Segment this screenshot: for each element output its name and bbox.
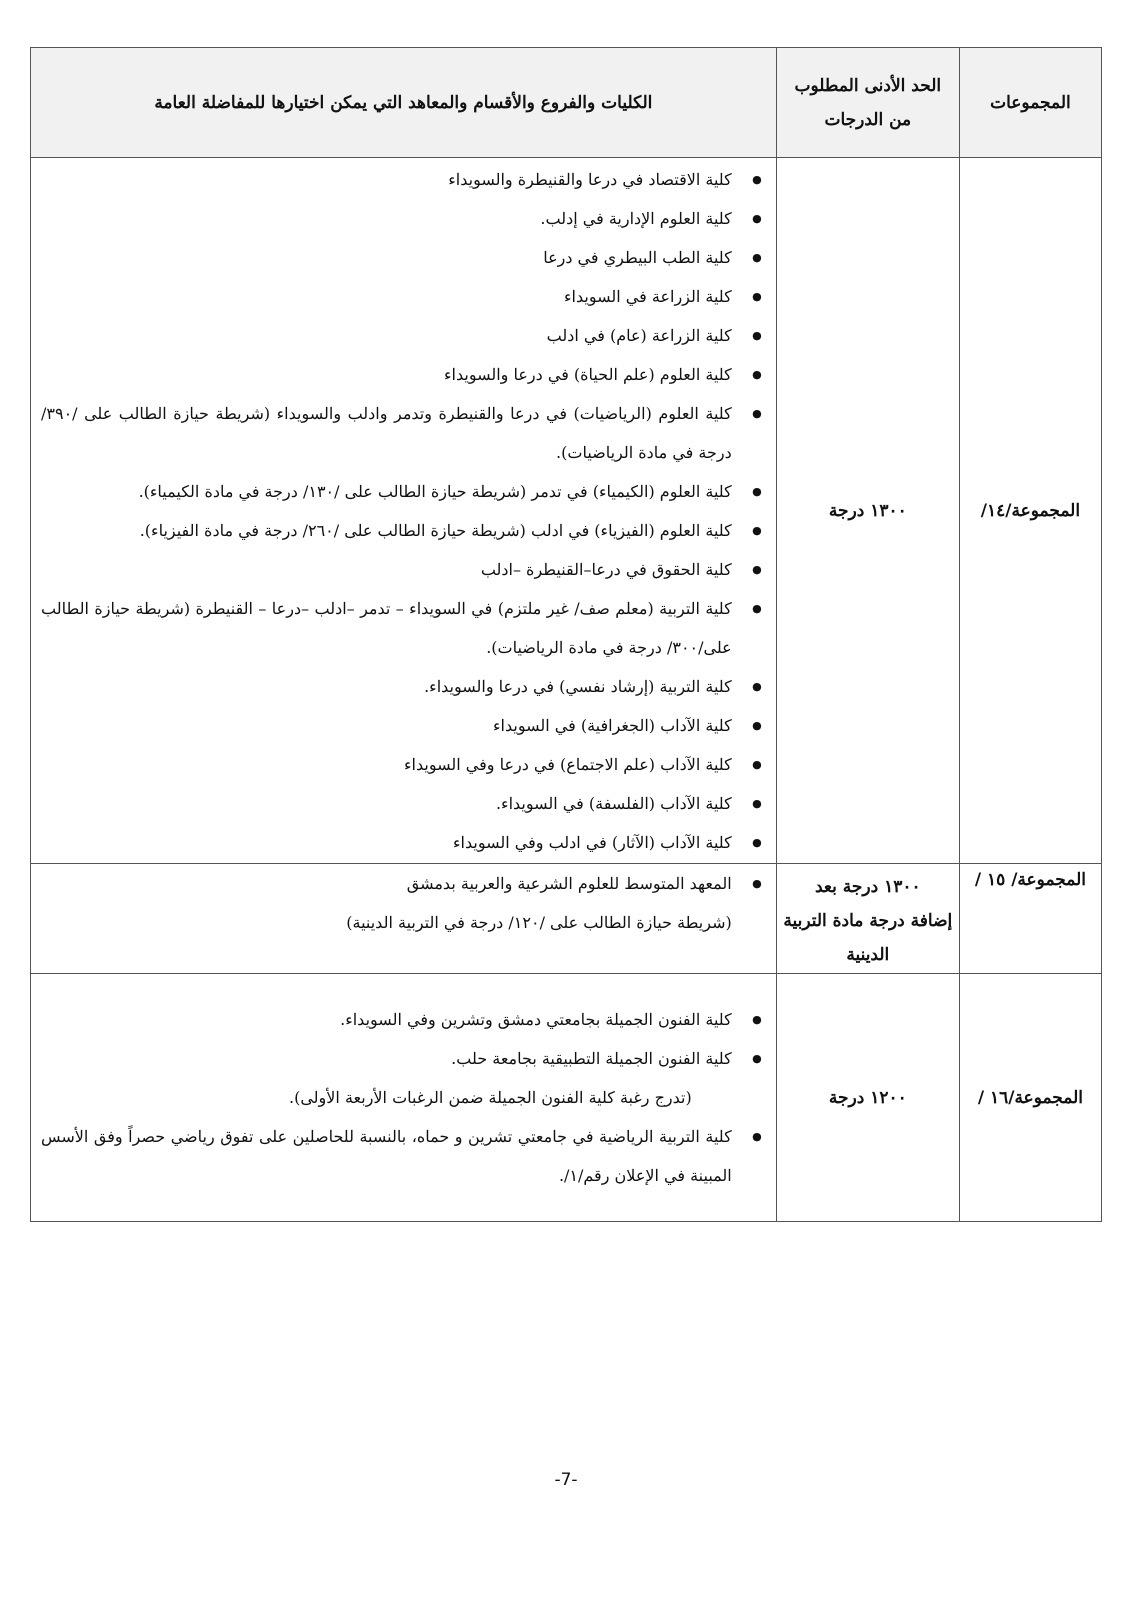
group-cell: المجموعة/١٦ / xyxy=(959,974,1101,1222)
list-item: ● كلية الاقتصاد في درعا والقنيطرة والسويداء xyxy=(41,160,732,199)
colleges-list xyxy=(41,1000,762,1195)
header-min-score xyxy=(776,48,959,158)
min-score-cell: ١٢٠٠ درجة xyxy=(776,974,959,1222)
list-item: ● كلية الفنون الجميلة التطبيقية بجامعة حلب. xyxy=(41,1039,732,1078)
requirements-table xyxy=(30,47,1102,1222)
list-item: ● كلية التربية (معلم صف/ غير ملتزم) في السويداء – تدمر –ادلب –درعا – القنيطرة (شريطة حيازة الطالب على/٣٠٠/ درجة في مادة الرياضيات). xyxy=(41,589,732,667)
list-item: ● كلية التربية الرياضية في جامعتي تشرين و حماه، بالنسبة للحاصلين على تفوق رياضي حصراً وفق الأسس المبينة في الإعلان رقم/١/. xyxy=(41,1117,732,1195)
list-item: ● كلية العلوم (الرياضيات) في درعا والقنيطرة وتدمر وادلب والسويداء (شريطة حيازة الطالب على /٣٩٠/ درجة في مادة الرياضيات). xyxy=(41,394,732,472)
header-min-line1: الحد الأدنى المطلوب xyxy=(794,75,942,96)
list-item: ● كلية العلوم الإدارية في إدلب. xyxy=(41,199,732,238)
table-row-group-15 xyxy=(31,864,1102,974)
colleges-list xyxy=(41,864,762,942)
header-row xyxy=(31,48,1102,158)
min-score-line1: ١٣٠٠ درجة بعد xyxy=(814,877,921,897)
list-item: ● كلية الآداب (الفلسفة) في السويداء. xyxy=(41,784,732,823)
colleges-cell xyxy=(31,864,777,974)
colleges-cell xyxy=(31,158,777,864)
list-item: ● المعهد المتوسط للعلوم الشرعية والعربية بدمشق xyxy=(41,864,732,903)
colleges-cell xyxy=(31,974,777,1222)
header-min-line2: من الدرجات xyxy=(824,109,912,130)
min-score-cell: ١٣٠٠ درجة xyxy=(776,158,959,864)
list-item: ● كلية الآداب (الآثار) في ادلب وفي السويداء xyxy=(41,823,732,862)
list-item: ● كلية الزراعة (عام) في ادلب xyxy=(41,316,732,355)
note-text: (تدرج رغبة كلية الفنون الجميلة ضمن الرغبات الأربعة الأولى). xyxy=(289,1088,692,1107)
list-item: ● كلية الطب البيطري في درعا xyxy=(41,238,732,277)
note-text: (شريطة حيازة الطالب على /١٢٠/ درجة في التربية الدينية) xyxy=(346,913,732,932)
list-item: ● كلية العلوم (الفيزياء) في ادلب (شريطة حيازة الطالب على /٢٦٠/ درجة في مادة الفيزياء). xyxy=(41,511,732,550)
header-groups: المجموعات xyxy=(959,48,1101,158)
group-cell: المجموعة/١٤/ xyxy=(959,158,1101,864)
colleges-list xyxy=(41,160,762,862)
groups-table xyxy=(30,47,1102,1222)
list-note xyxy=(41,1078,732,1117)
list-item: ● كلية الآداب (الجغرافية) في السويداء xyxy=(41,706,732,745)
group-cell: المجموعة/ ١٥ / xyxy=(959,864,1101,974)
list-item: ● كلية الآداب (علم الاجتماع) في درعا وفي السويداء xyxy=(41,745,732,784)
min-score-line3: الدينية xyxy=(846,945,890,965)
list-item: ● كلية العلوم (الكيمياء) في تدمر (شريطة حيازة الطالب على /١٣٠/ درجة في مادة الكيمياء). xyxy=(41,472,732,511)
header-colleges: الكليات والفروع والأقسام والمعاهد التي يمكن اختيارها للمفاضلة العامة xyxy=(31,48,777,158)
min-score-cell xyxy=(776,864,959,974)
table-row-group-14 xyxy=(31,158,1102,864)
list-note xyxy=(41,903,732,942)
page-number: -7- xyxy=(554,1470,578,1490)
table-row-group-16 xyxy=(31,974,1102,1222)
list-item: ● كلية الفنون الجميلة بجامعتي دمشق وتشرين وفي السويداء. xyxy=(41,1000,732,1039)
list-item: ● كلية العلوم (علم الحياة) في درعا والسويداء xyxy=(41,355,732,394)
list-item: ● كلية الحقوق في درعا–القنيطرة –ادلب xyxy=(41,550,732,589)
min-score-line2: إضافة درجة مادة التربية xyxy=(783,911,953,931)
list-item: ● كلية الزراعة في السويداء xyxy=(41,277,732,316)
list-item: ● كلية التربية (إرشاد نفسي) في درعا والسويداء. xyxy=(41,667,732,706)
